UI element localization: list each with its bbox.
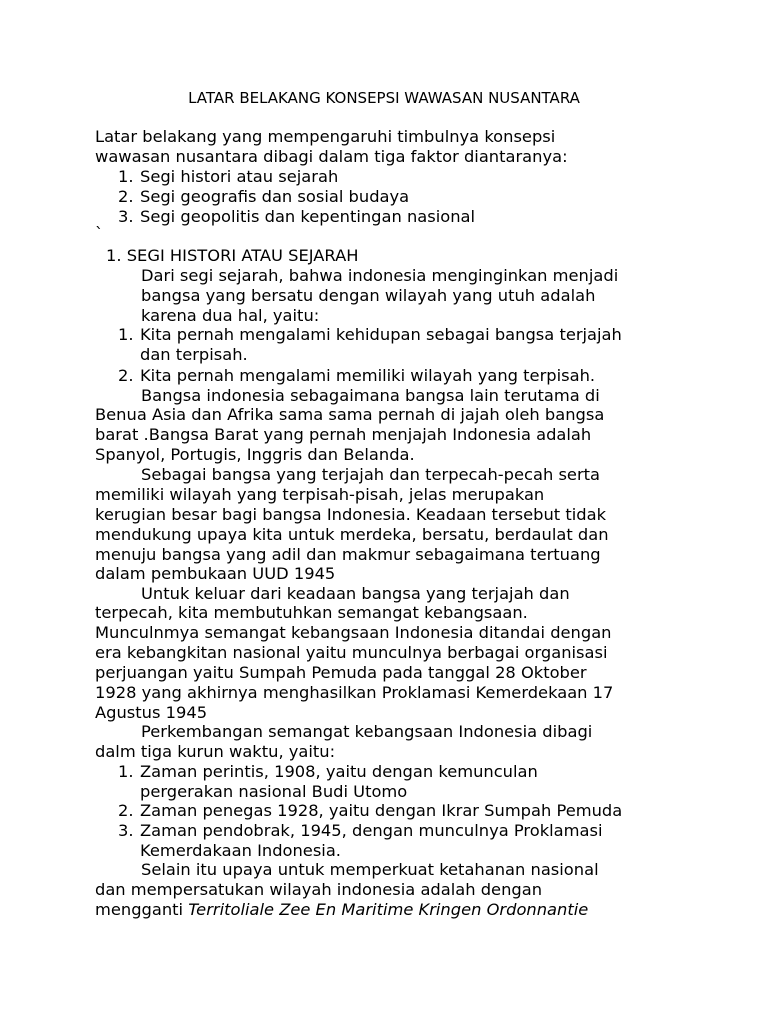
lead-line: karena dua hal, yaitu: (141, 306, 320, 325)
paragraph-line: Sebagai bangsa yang terjajah dan terpecah-pecah serta (141, 465, 601, 484)
list-number: 2. (118, 187, 134, 206)
factor-item (118, 207, 475, 227)
list-number: 2. (118, 801, 134, 820)
era-item (118, 762, 538, 782)
list-number: 1. (118, 762, 134, 781)
paragraph-line: perjuangan yaitu Sumpah Pemuda pada tanggal 28 Oktober (95, 663, 587, 682)
paragraph-line: Agustus 1945 (95, 703, 208, 722)
paragraph-line: Munculnmya semangat kebangsaan Indonesia ditandai dengan (95, 623, 612, 642)
reason-item (118, 325, 622, 345)
paragraph-line: dalam pembukaan UUD 1945 (95, 564, 336, 583)
list-text: Segi histori atau sejarah (140, 167, 339, 186)
reason-item (118, 366, 595, 386)
intro-line: wawasan nusantara dibagi dalam tiga faktor diantaranya: (95, 147, 568, 166)
paragraph-line: Perkembangan semangat kebangsaan Indonesia dibagi (141, 722, 593, 741)
paragraph-line: Spanyol, Portugis, Inggris dan Belanda. (95, 445, 415, 464)
lead-line: bangsa yang bersatu dengan wilayah yang utuh adalah (141, 286, 596, 305)
paragraph-line (95, 900, 588, 920)
paragraph-line: terpecah, kita membutuhkan semangat kebangsaan. (95, 603, 528, 622)
lead-line: Dari segi sejarah, bahwa indonesia menginginkan menjadi (141, 266, 619, 285)
factor-item (118, 187, 409, 207)
italic-term: Territoliale Zee En Maritime Kringen Ordonnantie (188, 900, 589, 919)
list-number: 3. (118, 207, 134, 226)
plain-text: mengganti (95, 900, 189, 919)
paragraph-line: barat .Bangsa Barat yang pernah menjajah Indonesia adalah (95, 425, 592, 444)
paragraph-line: memiliki wilayah yang terpisah-pisah, jelas merupakan (95, 485, 545, 504)
era-item (118, 801, 622, 821)
paragraph-line: mendukung upaya kita untuk merdeka, bersatu, berdaulat dan (95, 525, 609, 544)
paragraph-line: Benua Asia dan Afrika sama sama pernah di jajah oleh bangsa (95, 405, 605, 424)
paragraph-line: kerugian besar bagi bangsa Indonesia. Keadaan tersebut tidak (95, 505, 607, 524)
factor-item (118, 167, 338, 187)
list-text: Zaman penegas 1928, yaitu dengan Ikrar Sumpah Pemuda (140, 801, 623, 820)
paragraph-line: Selain itu upaya untuk memperkuat ketahanan nasional (141, 860, 599, 879)
paragraph-line: Bangsa indonesia sebagaimana bangsa lain terutama di (141, 386, 600, 405)
era-item (118, 821, 602, 841)
list-text: Segi geopolitis dan kepentingan nasional (140, 207, 476, 226)
list-number: 1. (118, 167, 134, 186)
list-number: 3. (118, 821, 134, 840)
intro-line: Latar belakang yang mempengaruhi timbulnya konsepsi (95, 127, 556, 146)
paragraph-line: menuju bangsa yang adil dan makmur sebagaimana tertuang (95, 545, 601, 564)
list-text: Kita pernah mengalami memiliki wilayah yang terpisah. (140, 366, 596, 385)
section-heading: 1. SEGI HISTORI ATAU SEJARAH (106, 246, 359, 265)
reason-continuation: dan terpisah. (140, 345, 248, 364)
stray-mark: ` (95, 224, 104, 243)
list-text: Zaman pendobrak, 1945, dengan munculnya Proklamasi (140, 821, 603, 840)
paragraph-line: dan mempersatukan wilayah indonesia adalah dengan (95, 880, 543, 899)
list-number: 2. (118, 366, 134, 385)
paragraph-line: dalm tiga kurun waktu, yaitu: (95, 742, 336, 761)
list-text: Zaman perintis, 1908, yaitu dengan kemunculan (140, 762, 538, 781)
list-text: Segi geografis dan sosial budaya (140, 187, 410, 206)
paragraph-line: Untuk keluar dari keadaan bangsa yang terjajah dan (141, 584, 570, 603)
era-continuation: Kemerdakaan Indonesia. (140, 841, 341, 860)
paragraph-line: 1928 yang akhirnya menghasilkan Proklamasi Kemerdekaan 17 (95, 683, 614, 702)
era-continuation: pergerakan nasional Budi Utomo (140, 782, 408, 801)
paragraph-line: era kebangkitan nasional yaitu munculnya berbagai organisasi (95, 643, 608, 662)
list-number: 1. (118, 325, 134, 344)
page-title: LATAR BELAKANG KONSEPSI WAWASAN NUSANTARA (188, 89, 580, 107)
list-text: Kita pernah mengalami kehidupan sebagai bangsa terjajah (140, 325, 622, 344)
